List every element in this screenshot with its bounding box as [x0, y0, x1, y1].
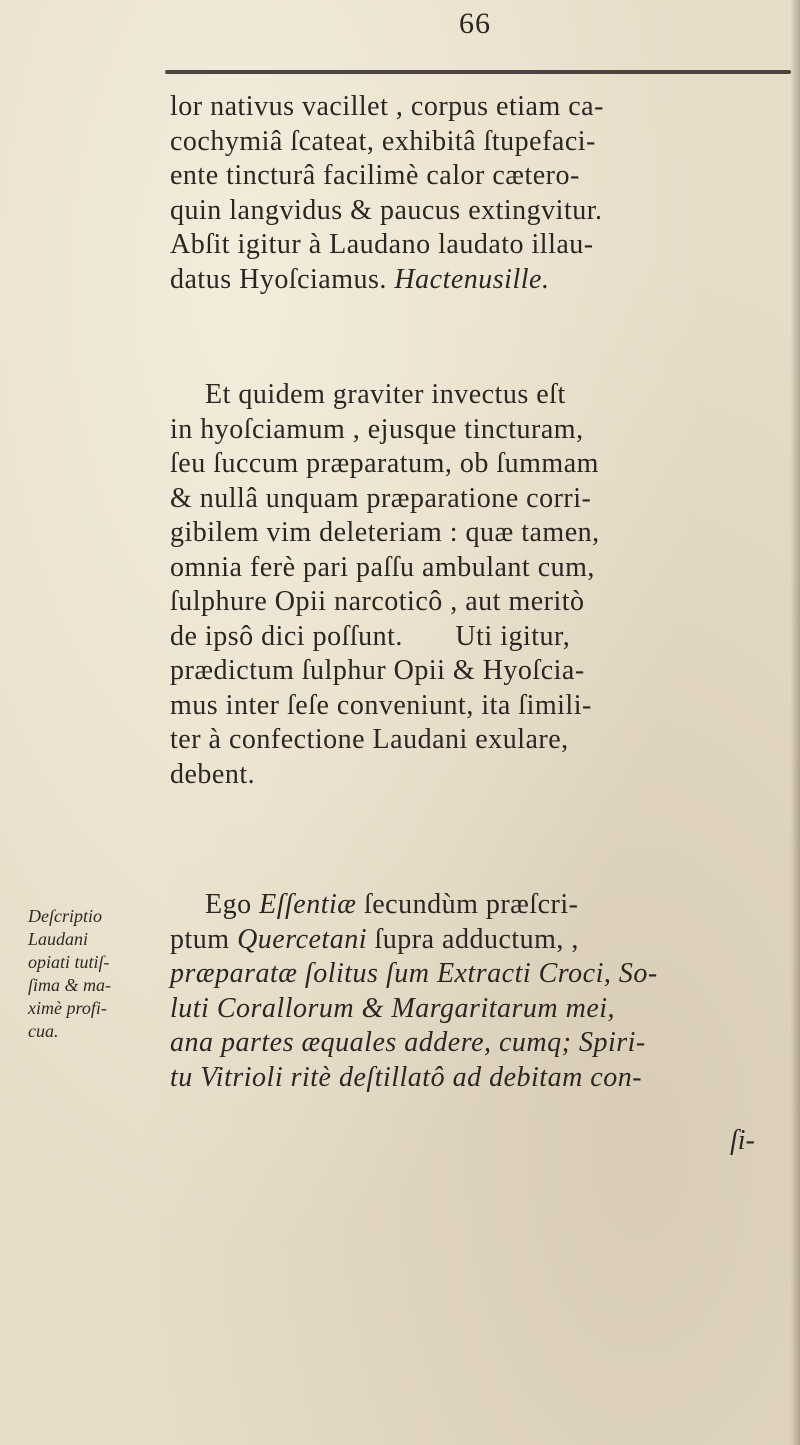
text-line [170, 923, 790, 958]
text-line: omnia ferè pari paſſu ambulant cum, [170, 551, 595, 583]
text-line: Abſit igitur à Laudano laudato illau- [170, 229, 594, 260]
text-line: ente tincturâ facilimè calor cætero- [170, 160, 580, 191]
italic-line: ana partes æquales addere, cumq; Spiri- [170, 1027, 646, 1058]
italic-run: Hactenusille. [394, 263, 550, 295]
text-line: in hyoſciamum , ejusque tincturam, [170, 413, 584, 445]
italic-line: luti Corallorum & Margaritarum mei, [170, 992, 616, 1024]
text-line: quin langvidus & paucus extingvitur. [170, 194, 603, 226]
margin-note-line: ſima & ma- [28, 975, 111, 995]
italic-run: Eſſentiæ [259, 889, 357, 920]
paragraph-2 [170, 378, 790, 792]
text-line: & nullâ unquam præparatione corri- [170, 482, 592, 514]
margin-note-line: Laudani [28, 929, 89, 949]
text-line: cochymiâ ſcateat, exhibitâ ſtupefaci- [170, 125, 596, 157]
margin-note [28, 905, 168, 1043]
text-line: lor nativus vacillet , corpus etiam ca- [170, 91, 604, 122]
page-edge-shadow [790, 0, 800, 1445]
text-line: debent. [170, 758, 256, 790]
italic-run: Quercetani [237, 923, 367, 955]
margin-note-line: cua. [28, 1021, 59, 1041]
margin-note-line: ximè profi- [28, 998, 107, 1018]
text-line: prædictum ſulphur Opii & Hyoſcia- [170, 655, 585, 686]
margin-note-line: Deſcriptio [28, 906, 102, 926]
text-line: ſeu ſuccum præparatum, ob ſummam [170, 448, 599, 479]
italic-line: præparatæ ſolitus ſum Extracti Croci, So- [170, 958, 658, 989]
text-line: gibilem vim deleteriam : quæ tamen, [170, 517, 600, 548]
catchword: ſi- [730, 1125, 755, 1156]
paragraph-1 [170, 90, 790, 297]
text-run: Ego [205, 889, 260, 920]
italic-line: tu Vitrioli ritè deſtillatô ad debitam con- [170, 1061, 643, 1093]
text-line [170, 263, 790, 298]
header-rule [165, 70, 791, 74]
text-line: de ipsô dici poſſunt. Uti igitur, [170, 620, 571, 652]
text-run: ſupra adductum, , [366, 923, 579, 955]
text-line: ſulphure Opii narcoticô , aut meritò [170, 586, 585, 617]
text-run: ptum [170, 923, 238, 955]
paragraph-3 [170, 888, 790, 1095]
page-number: 66 [459, 7, 491, 40]
text-run: ſecundùm præſcri- [356, 889, 579, 920]
text-line [170, 888, 790, 923]
text-line: mus inter ſeſe conveniunt, ita ſimili- [170, 689, 592, 721]
text-run: datus Hyoſciamus. [170, 263, 395, 295]
text-line: ter à confectione Laudani exulare, [170, 724, 569, 755]
text-line: Et quidem graviter invectus eſt [205, 379, 566, 410]
margin-note-line: opiati tutiſ- [28, 952, 110, 972]
